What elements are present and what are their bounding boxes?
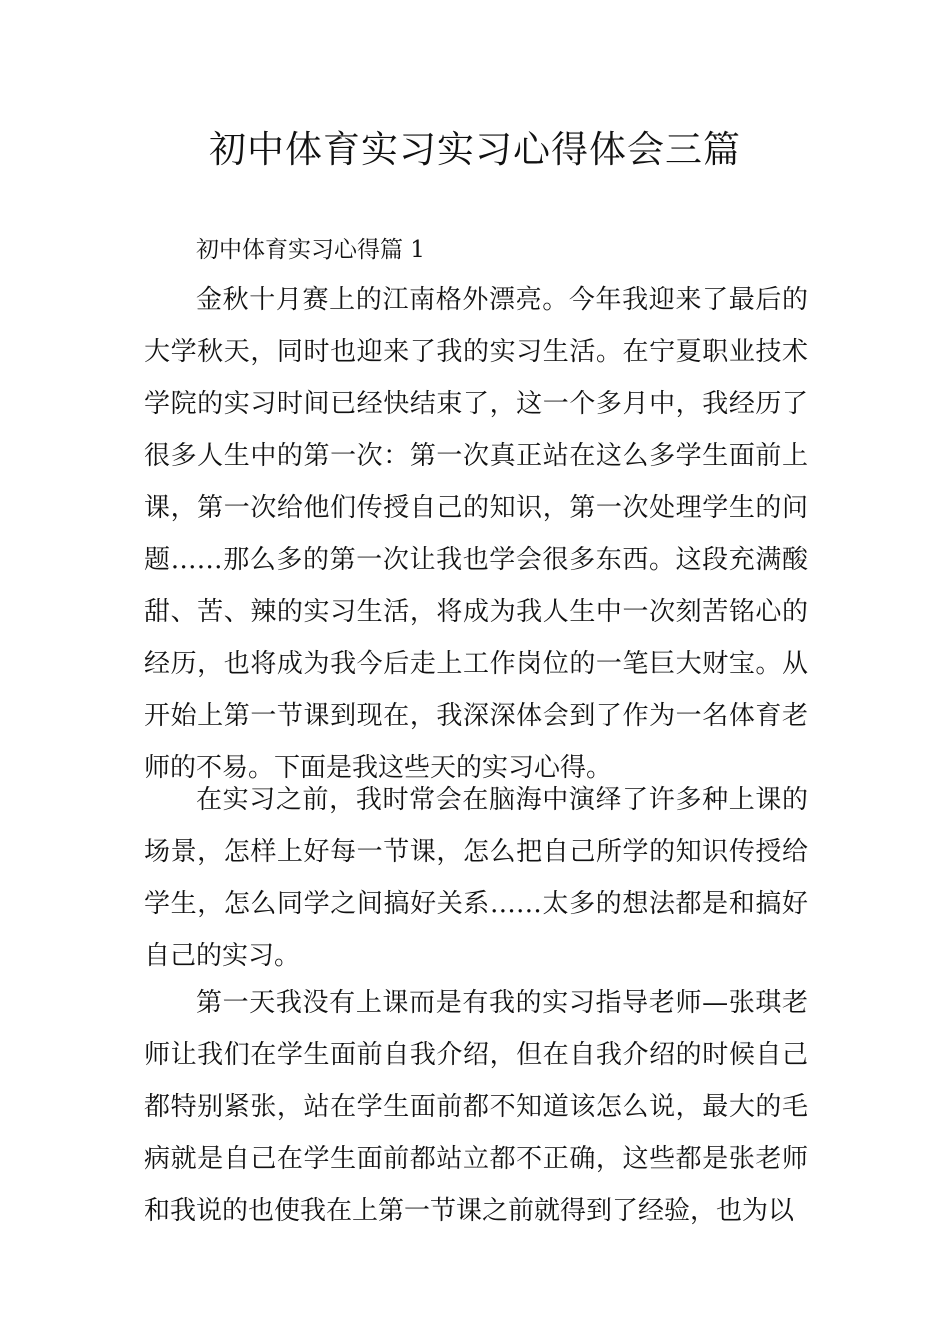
document-title: 初中体育实习实习心得体会三篇 — [209, 128, 741, 171]
paragraph: 金秋十月赛上的江南格外漂亮。今年我迎来了最后的大学秋天，同时也迎来了我的实习生活。在宁夏职业技术学院的实习时间已经快结束了，这一个多月中，我经历了很多人生中的第一次：第一次真正站在这么多学生面前上课，第一次给他们传授自己的知识，第一次处理学生的问题……那么多的第一次让我也学会很多东西。这段充满酸甜、苦、辣的实习生活，将成为我人生中一次刻苦铭心的经历，也将成为我今后走上工作岗位的一笔巨大财宝。从开始上第一节课到现在，我深深体会到了作为一名体育老师的不易。下面是我这些天的实习心得。 — [144, 285, 808, 783]
paragraph: 在实习之前，我时常会在脑海中演绎了许多种上课的场景，怎样上好每一节课，怎么把自己所学的知识传授给学生，怎么同学之间搞好关系……太多的想法都是和搞好自己的实习。 — [144, 785, 808, 971]
section-heading: 初中体育实习心得篇 1 — [196, 237, 425, 263]
paragraph: 第一天我没有上课而是有我的实习指导老师—张琪老师让我们在学生面前自我介绍，但在自我介绍的时候自己都特别紧张，站在学生面前都不知道该怎么说，最大的毛病就是自己在学生面前都站立都不正确，这些都是张老师和我说的也使我在上第一节课之前就得到了经验，也为以 — [144, 988, 808, 1226]
